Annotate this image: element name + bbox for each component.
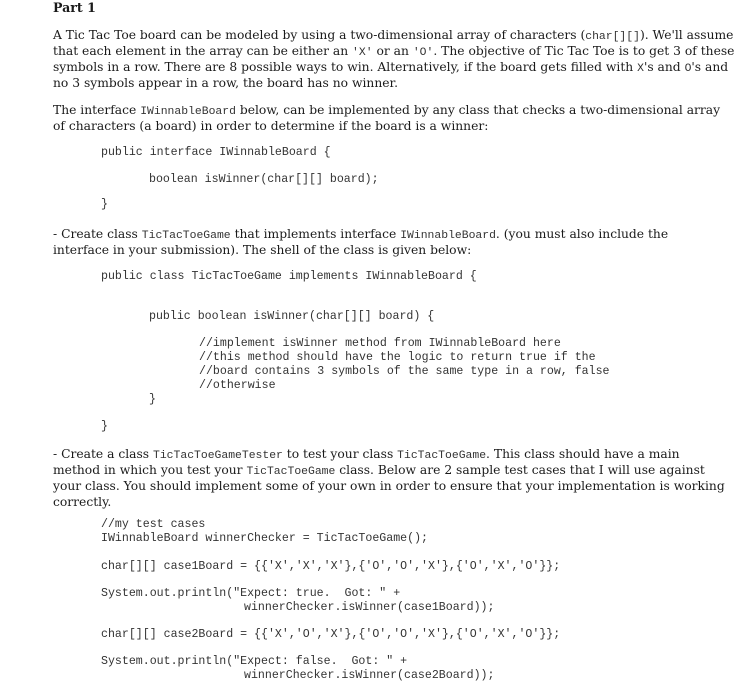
code-winner-checker-declaration: IWinnableBoard winnerChecker = TicTacToeGame(); xyxy=(101,532,428,545)
paragraph-create-tester-line-2: method in which you test your TicTacToeGame class. Below are 2 sample test cases that I will use against xyxy=(53,463,705,478)
paragraph-intro-line-1: A Tic Tac Toe board can be modeled by using a two-dimensional array of characters (char[][]). We'll assume xyxy=(53,28,734,43)
code-interface-close: } xyxy=(101,198,108,211)
paragraph-intro-line-3: symbols in a row. There are 8 possible ways to win. Alternatively, if the board gets filled with X's and O's and xyxy=(53,60,729,75)
paragraph-create-game-line-2: interface in your submission). The shell of the class is given below: xyxy=(53,243,472,257)
code-case2-board: char[][] case2Board = {{'X','O','X'},{'O','O','X'},{'O','X','O'}}; xyxy=(101,628,561,641)
code-interface-declaration: public interface IWinnableBoard { xyxy=(101,146,331,159)
paragraph-create-tester-line-1: - Create a class TicTacToeGameTester to test your class TicTacToeGame. This class should have a main xyxy=(53,447,680,462)
code-interface-method: boolean isWinner(char[][] board); xyxy=(149,173,379,186)
paragraph-interface-line-2: of characters (a board) in order to determine if the board is a winner: xyxy=(53,119,489,133)
code-method-close: } xyxy=(149,393,156,406)
paragraph-create-tester-line-4: correctly. xyxy=(53,495,112,509)
paragraph-create-game-line-1: - Create class TicTacToeGame that implements interface IWinnableBoard. (you must also include the xyxy=(53,227,669,242)
paragraph-interface-line-1: The interface IWinnableBoard below, can be implemented by any class that checks a two-dimensional array xyxy=(53,103,721,118)
code-case1-board: char[][] case1Board = {{'X','X','X'},{'O','O','X'},{'O','X','O'}}; xyxy=(101,560,561,573)
code-comment-1: //implement isWinner method from IWinnableBoard here xyxy=(199,337,561,350)
code-method-signature: public boolean isWinner(char[][] board) { xyxy=(149,310,435,323)
paragraph-intro-line-2: that each element in the array can be either an 'X' or an 'O'. The objective of Tic Tac Toe is to get 3 of these xyxy=(53,44,734,59)
code-case2-call: winnerChecker.isWinner(case2Board)); xyxy=(244,669,495,682)
code-case2-println: System.out.println("Expect: false. Got: " + xyxy=(101,655,408,668)
paragraph-intro-line-4: no 3 symbols appear in a row, the board has no winner. xyxy=(53,76,398,90)
code-comment-4: //otherwise xyxy=(199,379,276,392)
paragraph-create-tester-line-3: your class. You should implement some of your own in order to ensure that your implementation is working xyxy=(53,479,725,493)
section-heading: Part 1 xyxy=(53,0,96,15)
code-class-declaration: public class TicTacToeGame implements IWinnableBoard { xyxy=(101,270,477,283)
code-case1-println: System.out.println("Expect: true. Got: " + xyxy=(101,587,401,600)
code-class-close: } xyxy=(101,420,108,433)
code-comment-2: //this method should have the logic to return true if the xyxy=(199,351,596,364)
code-test-comment: //my test cases xyxy=(101,518,206,531)
code-case1-call: winnerChecker.isWinner(case1Board)); xyxy=(244,601,495,614)
code-comment-3: //board contains 3 symbols of the same type in a row, false xyxy=(199,365,610,378)
